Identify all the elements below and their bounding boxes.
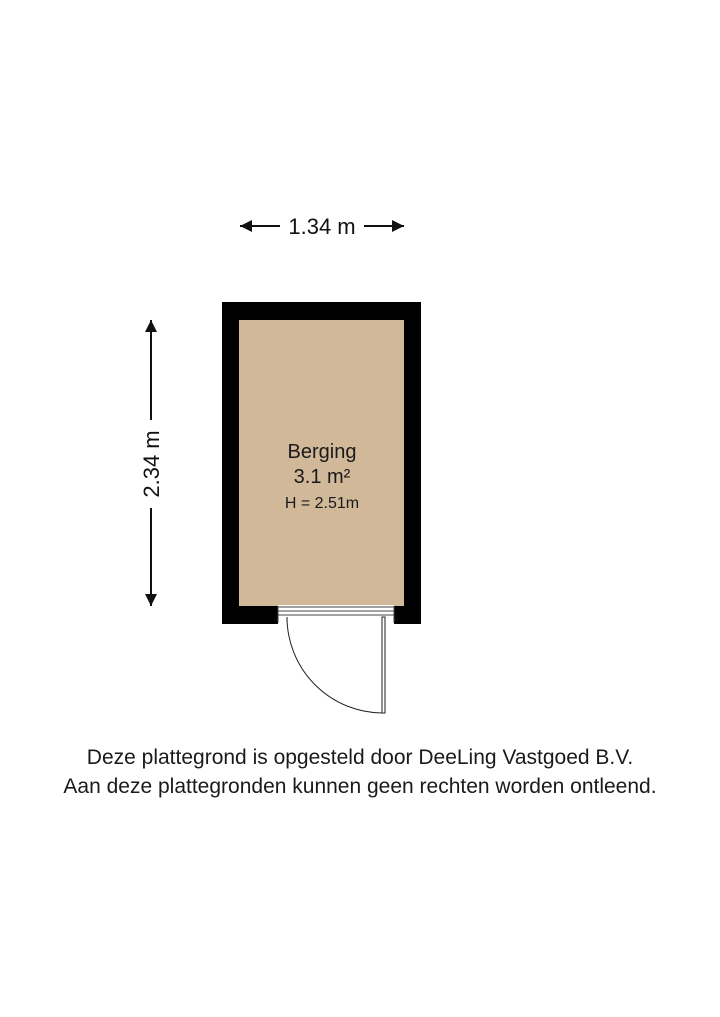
height-dimension (139, 320, 164, 606)
width-dimension-label: 1.34 m (288, 214, 356, 239)
room-height: H = 2.51m (284, 495, 360, 512)
width-dimension (240, 214, 404, 239)
arrow-down-icon (145, 594, 157, 606)
room-name: Berging (287, 441, 357, 463)
disclaimer-line-2: Aan deze plattegronden kunnen geen rechten worden ontleend. (63, 775, 657, 798)
door-swing-icon (287, 617, 385, 713)
height-dimension-label: 2.34 m (139, 430, 164, 498)
arrow-right-icon (392, 220, 404, 232)
room-area: 3.1 m² (293, 466, 351, 488)
disclaimer-line-1: Deze plattegrond is opgesteld door DeeLing Vastgoed B.V. (86, 746, 634, 769)
arrow-up-icon (145, 320, 157, 332)
room-floor-berging (239, 320, 404, 606)
arrow-left-icon (240, 220, 252, 232)
